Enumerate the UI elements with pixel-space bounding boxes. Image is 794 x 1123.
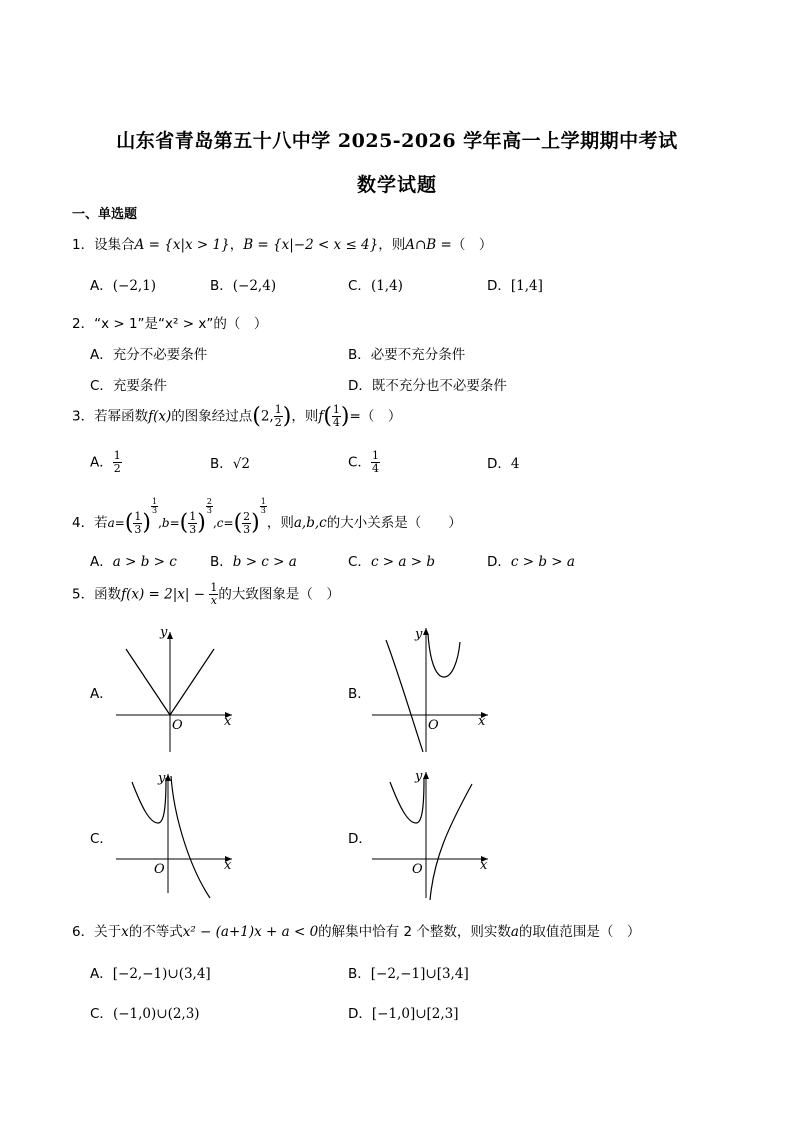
option-letter: D． xyxy=(348,1006,372,1022)
set-a-expression: A = {x|x > 1} xyxy=(134,237,230,253)
fraction-one-half: $\frac{1}{2}$ xyxy=(274,403,282,429)
function-expression: f(x) xyxy=(148,408,172,425)
q2-option-c[interactable] xyxy=(90,374,167,394)
question-text: （ ） xyxy=(451,237,493,253)
y-axis-arrow xyxy=(423,628,429,635)
option-text: 必要不充分条件 xyxy=(370,347,466,363)
graph-option-c xyxy=(110,768,240,903)
option-text: [1,4] xyxy=(510,278,543,294)
question-text: “x > 1”是“x² > x”的（ ） xyxy=(94,316,268,332)
option-letter: C． xyxy=(90,1006,113,1022)
q4-option-a[interactable] xyxy=(90,550,177,570)
function-curve-left xyxy=(386,640,423,752)
question-number: 5． xyxy=(72,586,95,603)
x-axis-label: x xyxy=(480,858,488,873)
option-letter: A． xyxy=(90,278,113,294)
q3-option-b[interactable] xyxy=(210,452,250,472)
option-text: 充要条件 xyxy=(112,378,167,394)
option-text: $\frac{1}{4}$ xyxy=(371,449,379,475)
option-letter: B． xyxy=(210,278,233,294)
option-letter: B． xyxy=(348,347,371,363)
question-number: 4． xyxy=(72,515,95,531)
q4-option-d[interactable] xyxy=(487,550,575,570)
x-axis-label: x xyxy=(224,714,232,729)
q1-option-b[interactable] xyxy=(210,274,276,294)
question-number: 3． xyxy=(72,408,95,425)
question-text: 关于 xyxy=(94,924,122,940)
q2-option-a[interactable] xyxy=(90,343,207,363)
option-letter: C． xyxy=(348,454,371,471)
question-text: 的不等式 xyxy=(128,924,183,940)
y-axis-arrow xyxy=(167,632,173,639)
q2-option-d[interactable] xyxy=(348,374,507,394)
question-number: 2． xyxy=(72,316,95,332)
option-text: b > c > a xyxy=(232,554,297,570)
question-text: 的解集中恰有 2 个整数，则实数 xyxy=(318,924,511,940)
question-3: 3．若幂函数f(x)的图象经过点(2, $\frac{1}{2}$ )，则f( $\frac{1}{4}$ )=（ ） xyxy=(72,403,402,429)
question-text: 若 xyxy=(94,515,108,531)
q1-option-c[interactable] xyxy=(348,274,403,294)
question-text: 的图象经过点 xyxy=(171,408,253,425)
q5-option-b[interactable]: B． xyxy=(348,686,371,702)
origin-label: O xyxy=(412,862,423,877)
option-letter: A． xyxy=(90,454,113,471)
question-text: 的取值范围是（ ） xyxy=(518,924,641,940)
q1-option-d[interactable] xyxy=(487,274,543,294)
option-text: a > b > c xyxy=(112,554,177,570)
section-heading: 一、单选题 xyxy=(72,207,138,222)
fraction-one-over-x: $\frac{1}{x}$ xyxy=(210,581,218,607)
function-curve-left xyxy=(390,778,424,823)
q4-option-c[interactable] xyxy=(348,550,435,570)
option-letter: A． xyxy=(90,966,113,982)
q6-option-a[interactable] xyxy=(90,962,211,982)
question-text: ，则 xyxy=(378,237,406,253)
option-letter: B． xyxy=(348,966,371,982)
origin-label: O xyxy=(428,718,439,733)
option-text: $\frac{1}{2}$ xyxy=(113,449,121,475)
fraction-one-quarter: $\frac{1}{4}$ xyxy=(332,403,340,429)
option-text: 4 xyxy=(510,456,520,472)
q2-option-b[interactable] xyxy=(348,343,465,363)
option-letter: C． xyxy=(348,554,371,570)
option-text: (−1,0)∪(2,3) xyxy=(112,1006,200,1022)
q6-option-d[interactable] xyxy=(348,1002,459,1022)
q3-option-d[interactable] xyxy=(487,452,520,472)
option-letter: C． xyxy=(348,278,371,294)
function-curve-right xyxy=(171,776,210,898)
option-text: 充分不必要条件 xyxy=(112,347,208,363)
question-text: 设集合 xyxy=(94,237,135,253)
option-text: [−1,0]∪[2,3] xyxy=(371,1006,459,1022)
q5-option-c[interactable]: C． xyxy=(90,831,113,847)
q6-option-b[interactable] xyxy=(348,962,469,982)
y-axis-label: y xyxy=(415,769,423,784)
option-text: c > b > a xyxy=(510,554,575,570)
origin-label: O xyxy=(172,718,183,733)
inequality-expression: x² − (a+1)x + a < 0 xyxy=(182,924,319,940)
question-number: 6． xyxy=(72,924,95,940)
option-letter: B． xyxy=(210,456,233,472)
y-axis-label: y xyxy=(160,625,168,640)
function-curve-right xyxy=(428,634,460,677)
question-2 xyxy=(72,312,267,332)
option-text: 既不充分也不必要条件 xyxy=(371,378,507,394)
option-letter: D． xyxy=(487,456,511,472)
option-letter: D． xyxy=(487,554,511,570)
q4-option-b[interactable] xyxy=(210,550,297,570)
question-text: 若幂函数 xyxy=(94,408,149,425)
option-text: (−2,1) xyxy=(112,278,157,294)
x-axis-label: x xyxy=(224,858,232,873)
graph-option-d xyxy=(368,768,498,903)
question-text: ， xyxy=(229,237,244,253)
option-letter: D． xyxy=(487,278,511,294)
variable-x: x xyxy=(121,924,129,940)
graph-option-a xyxy=(110,622,240,757)
option-letter: A． xyxy=(90,554,113,570)
origin-label: O xyxy=(154,862,165,877)
question-text: ，则 xyxy=(291,408,319,425)
option-text: √2 xyxy=(232,456,250,472)
y-axis-label: y xyxy=(415,627,423,642)
variable-list: a,b,c xyxy=(293,515,327,531)
q3-option-c[interactable] xyxy=(348,450,380,475)
option-letter: A． xyxy=(90,347,113,363)
x-axis-label: x xyxy=(478,714,486,729)
question-text: 函数 xyxy=(94,586,122,603)
exam-title: 山东省青岛第五十八中学 2025-2026 学年高一上学期期中考试 xyxy=(116,130,678,152)
question-text: 的大致图象是（ ） xyxy=(218,586,340,603)
variable-a: a xyxy=(510,924,519,940)
y-axis-label: y xyxy=(158,771,166,786)
option-letter: C． xyxy=(90,378,113,394)
question-1 xyxy=(72,233,492,253)
q1-option-a[interactable] xyxy=(90,274,156,294)
option-letter: B． xyxy=(210,554,233,570)
question-text: ，则 xyxy=(266,515,294,531)
question-6 xyxy=(72,920,640,940)
option-letter: D． xyxy=(348,378,372,394)
question-text: =（ ） xyxy=(349,408,402,425)
option-text: c > a > b xyxy=(370,554,435,570)
set-b-expression: B = {x|−2 < x ≤ 4} xyxy=(243,237,379,253)
intersection-expression: A∩B = xyxy=(405,237,452,253)
q5-option-a[interactable]: A． xyxy=(90,686,113,702)
option-text: (−2,4) xyxy=(232,278,277,294)
function-curve-right xyxy=(430,784,472,900)
option-text: [−2,−1]∪[3,4] xyxy=(370,966,469,982)
question-number: 1． xyxy=(72,237,95,253)
y-axis-arrow xyxy=(423,772,429,779)
question-4: 4．若a=( $\frac{1}{3}$ ) $^{\frac{1}{3}}$ ,b=( $\frac{1}{3}$ ) $^{\frac{2}{3}}$ ,c=( $\frac{2}{3}$ ) $^{\frac{1}{3}}$ ，则a,b,c的大小关系是（ ） xyxy=(72,497,462,536)
graph-option-b xyxy=(368,622,498,757)
function-expression: f(x) = 2|x| − xyxy=(121,586,210,603)
option-text: (1,4) xyxy=(370,278,403,294)
question-5 xyxy=(72,582,340,607)
q3-option-a[interactable] xyxy=(90,450,122,475)
q6-option-c[interactable] xyxy=(90,1002,200,1022)
question-text: 的大小关系是（ ） xyxy=(326,515,462,531)
exam-subtitle: 数学试题 xyxy=(356,174,437,196)
option-text: [−2,−1)∪(3,4] xyxy=(112,966,211,982)
q5-option-d[interactable]: D． xyxy=(348,831,372,847)
